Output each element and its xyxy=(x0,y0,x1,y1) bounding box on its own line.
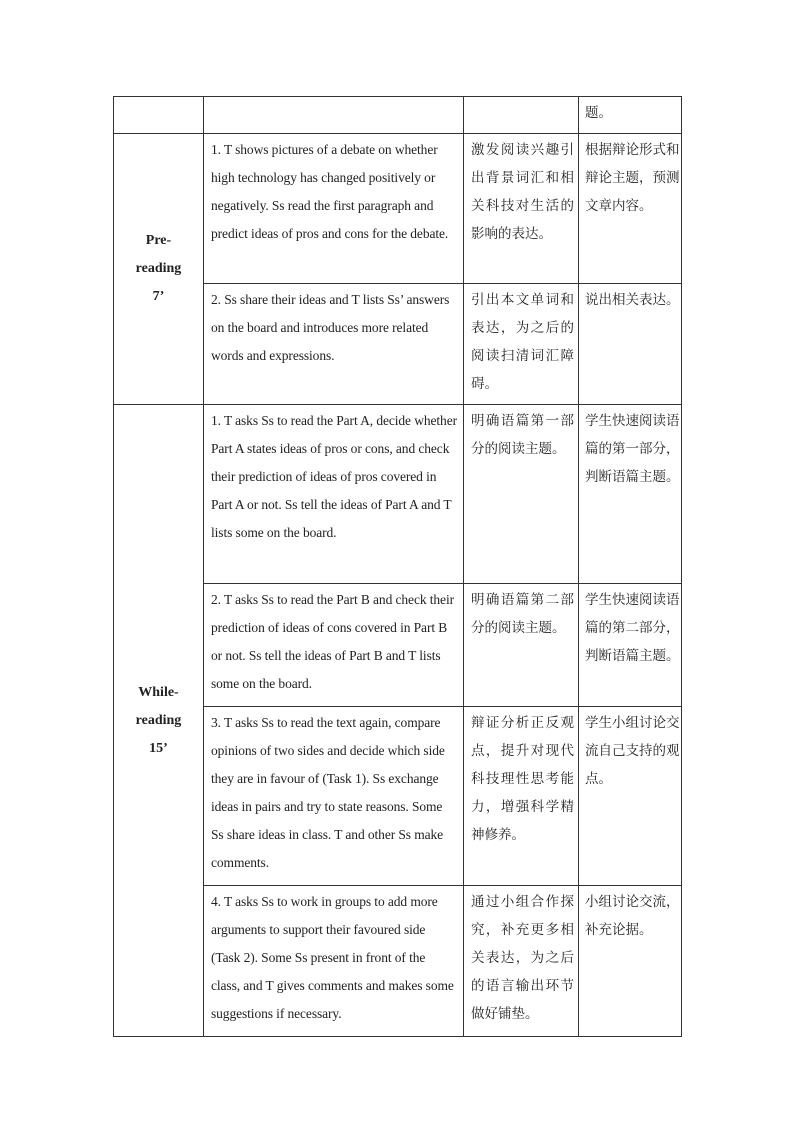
stage-label: reading xyxy=(135,712,182,728)
design-cell: 小组讨论交流，补充论据。 xyxy=(579,886,682,1037)
design-cell: 学生快速阅读语篇的第二部分，判断语篇主题。 xyxy=(579,584,682,707)
stage-while-reading xyxy=(114,405,204,1037)
purpose-cell: 通过小组合作探究，补充更多相关表达，为之后的语言输出环节做好铺垫。 xyxy=(464,886,579,1037)
process-cell: 1. T shows pictures of a debate on whether high technology has changed positively or negatively. Ss read the first paragraph and predict ideas of pros and cons for the debate. xyxy=(204,134,464,284)
design-cell: 根据辩论形式和辩论主题，预测文章内容。 xyxy=(579,134,682,284)
stage-time: 7’ xyxy=(152,289,165,304)
table-row xyxy=(114,405,682,584)
stage-label: While- xyxy=(138,684,179,700)
purpose-cell: 激发阅读兴趣引出背景词汇和相关科技对生活的影响的表达。 xyxy=(464,134,579,284)
purpose-cell: 明确语篇第二部分的阅读主题。 xyxy=(464,584,579,707)
design-cell: 学生快速阅读语篇的第一部分，判断语篇主题。 xyxy=(579,405,682,584)
stage-pre-reading xyxy=(114,134,204,405)
process-cell: 2. T asks Ss to read the Part B and check their prediction of ideas of cons covered in Part B or not. Ss tell the ideas of Part B and T lists some on the board. xyxy=(204,584,464,707)
design-cell: 说出相关表达。 xyxy=(579,284,682,405)
purpose-cell: 辩证分析正反观点，提升对现代科技理性思考能力，增强科学精神修养。 xyxy=(464,707,579,886)
process-cell: 2. Ss share their ideas and T lists Ss’ answers on the board and introduces more related words and expressions. xyxy=(204,284,464,405)
purpose-cell: 引出本文单词和表达，为之后的阅读扫清词汇障碍。 xyxy=(464,284,579,405)
table-row xyxy=(114,97,682,134)
table-row xyxy=(114,134,682,284)
process-cell: 1. T asks Ss to read the Part A, decide whether Part A states ideas of pros or cons, and check their prediction of ideas of pros covered in Part A or not. Ss tell the ideas of Part A and T lists some on the board. xyxy=(204,405,464,584)
design-cell: 学生小组讨论交流自己支持的观点。 xyxy=(579,707,682,886)
process-cell: 4. T asks Ss to work in groups to add more arguments to support their favoured side (Task 2). Some Ss present in front of the class, and T gives comments and makes some suggestions if necessary. xyxy=(204,886,464,1037)
design-cell: 题。 xyxy=(579,97,682,134)
stage-time: 15’ xyxy=(149,740,168,756)
process-cell: 3. T asks Ss to read the text again, compare opinions of two sides and decide which side they are in favour of (Task 1). Ss exchange ideas in pairs and try to state reasons. Some Ss share ideas in class. T and other Ss make comments. xyxy=(204,707,464,886)
stage-label: reading xyxy=(135,261,182,276)
stage-label: Pre- xyxy=(145,233,172,248)
lesson-plan-table xyxy=(113,96,682,1037)
process-cell xyxy=(204,97,464,134)
purpose-cell: 明确语篇第一部分的阅读主题。 xyxy=(464,405,579,584)
stage-cell xyxy=(114,97,204,134)
purpose-cell xyxy=(464,97,579,134)
